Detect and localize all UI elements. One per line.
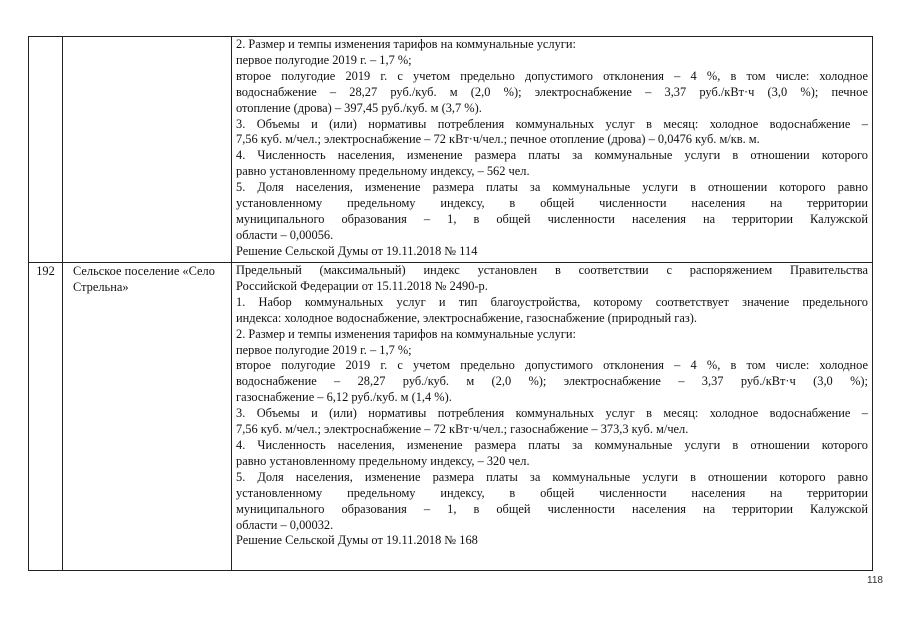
text-line: установленному предельному индексу, в общей численности населения на территории (236, 196, 868, 211)
description-paragraph (236, 117, 868, 149)
text-line: 1. Набор коммунальных услуг и тип благоустройства, которому соответствует значение предельного (236, 294, 868, 309)
description-paragraph (236, 358, 868, 406)
description-paragraph (236, 53, 868, 69)
description-paragraph (236, 263, 868, 295)
text-line: первое полугодие 2019 г. – 1,7 %; (236, 52, 412, 67)
text-line: установленному предельному индексу, в общей численности населения на территории (236, 485, 868, 500)
description-paragraph (236, 533, 868, 549)
text-line: 7,56 куб. м/чел.; электроснабжение – 72 кВт·ч/чел.; печное отопление (дрова) – 0,0476 куб. м/кв. м. (236, 132, 760, 147)
description-paragraph (236, 470, 868, 534)
description-paragraph (236, 244, 868, 260)
text-line: муниципального образования – 1, в общей численности населения на территории Калужской (236, 211, 868, 226)
text-line: области – 0,00056. (236, 227, 334, 242)
text-line: Решение Сельской Думы от 19.11.2018 № 114 (236, 243, 478, 258)
description-paragraph (236, 406, 868, 438)
text-line: 5. Доля населения, изменение размера платы за коммунальные услуги в отношении которого равно (236, 469, 868, 484)
text-line: отопление (дрова) – 397,45 руб./куб. м (3,7 %). (236, 100, 482, 115)
text-line: 2. Размер и темпы изменения тарифов на коммунальные услуги: (236, 326, 576, 341)
text-line: равно установленному предельному индексу, – 320 чел. (236, 453, 530, 468)
municipality-name-cell (63, 37, 232, 263)
description-paragraph (236, 295, 868, 327)
text-line: 4. Численность населения, изменение размера платы за коммунальные услуги в отношении которого (236, 437, 868, 452)
text-line: водоснабжение – 28,27 руб./куб. м (2,0 %); электроснабжение – 3,37 руб./кВт·ч (3,0 %); печное (236, 84, 868, 99)
text-line: первое полугодие 2019 г. – 1,7 %; (236, 342, 412, 357)
table-body (29, 37, 873, 571)
text-line: 2. Размер и темпы изменения тарифов на коммунальные услуги: (236, 37, 576, 51)
text-line: 5. Доля населения, изменение размера платы за коммунальные услуги в отношении которого равно (236, 180, 868, 195)
text-line: муниципального образования – 1, в общей численности населения на территории Калужской (236, 501, 868, 516)
page-number: 118 (867, 575, 883, 586)
description-cell (232, 263, 873, 571)
text-line: водоснабжение – 28,27 руб./куб. м (2,0 %); электроснабжение – 3,37 руб./кВт·ч (3,0 %); (236, 374, 868, 389)
text-line: 3. Объемы и (или) нормативы потребления коммунальных услуг в месяц: холодное водоснабжение – (236, 406, 868, 421)
description-paragraph (236, 343, 868, 359)
text-line: 4. Численность населения, изменение размера платы за коммунальные услуги в отношении которого (236, 148, 868, 163)
description-cell (232, 37, 873, 263)
description-paragraph (236, 438, 868, 470)
tariff-table (28, 36, 873, 571)
text-line: второе полугодие 2019 г. с учетом предельно допустимого отклонения – 4 %, в том числе: холодное (236, 68, 868, 83)
text-line: 3. Объемы и (или) нормативы потребления коммунальных услуг в месяц: холодное водоснабжение – (236, 116, 868, 131)
table-row (29, 263, 873, 571)
description-paragraph (236, 37, 868, 53)
text-line: индекса: холодное водоснабжение, электроснабжение, газоснабжение (природный газ). (236, 310, 697, 325)
table-row (29, 37, 873, 263)
text-line: Решение Сельской Думы от 19.11.2018 № 168 (236, 533, 478, 548)
text-line: Предельный (максимальный) индекс установлен в соответствии с распоряжением Правительства (236, 263, 868, 277)
text-line: Российской Федерации от 15.11.2018 № 2490-р. (236, 278, 488, 293)
description-paragraph (236, 148, 868, 180)
municipality-name-cell: Сельское поселение «Село Стрельна» (63, 263, 232, 571)
text-line: второе полугодие 2019 г. с учетом предельно допустимого отклонения – 4 %, в том числе: холодное (236, 358, 868, 373)
text-line: 7,56 куб. м/чел.; электроснабжение – 72 кВт·ч/чел.; газоснабжение – 373,3 куб. м/чел. (236, 422, 689, 437)
description-paragraph (236, 327, 868, 343)
row-number-cell (29, 37, 63, 263)
text-line: области – 0,00032. (236, 517, 334, 532)
description-paragraph (236, 69, 868, 117)
text-line: газоснабжение – 6,12 руб./куб. м (1,4 %). (236, 390, 452, 405)
row-number-cell: 192 (29, 263, 63, 571)
description-paragraph (236, 180, 868, 244)
text-line: равно установленному предельному индексу, – 562 чел. (236, 164, 530, 179)
